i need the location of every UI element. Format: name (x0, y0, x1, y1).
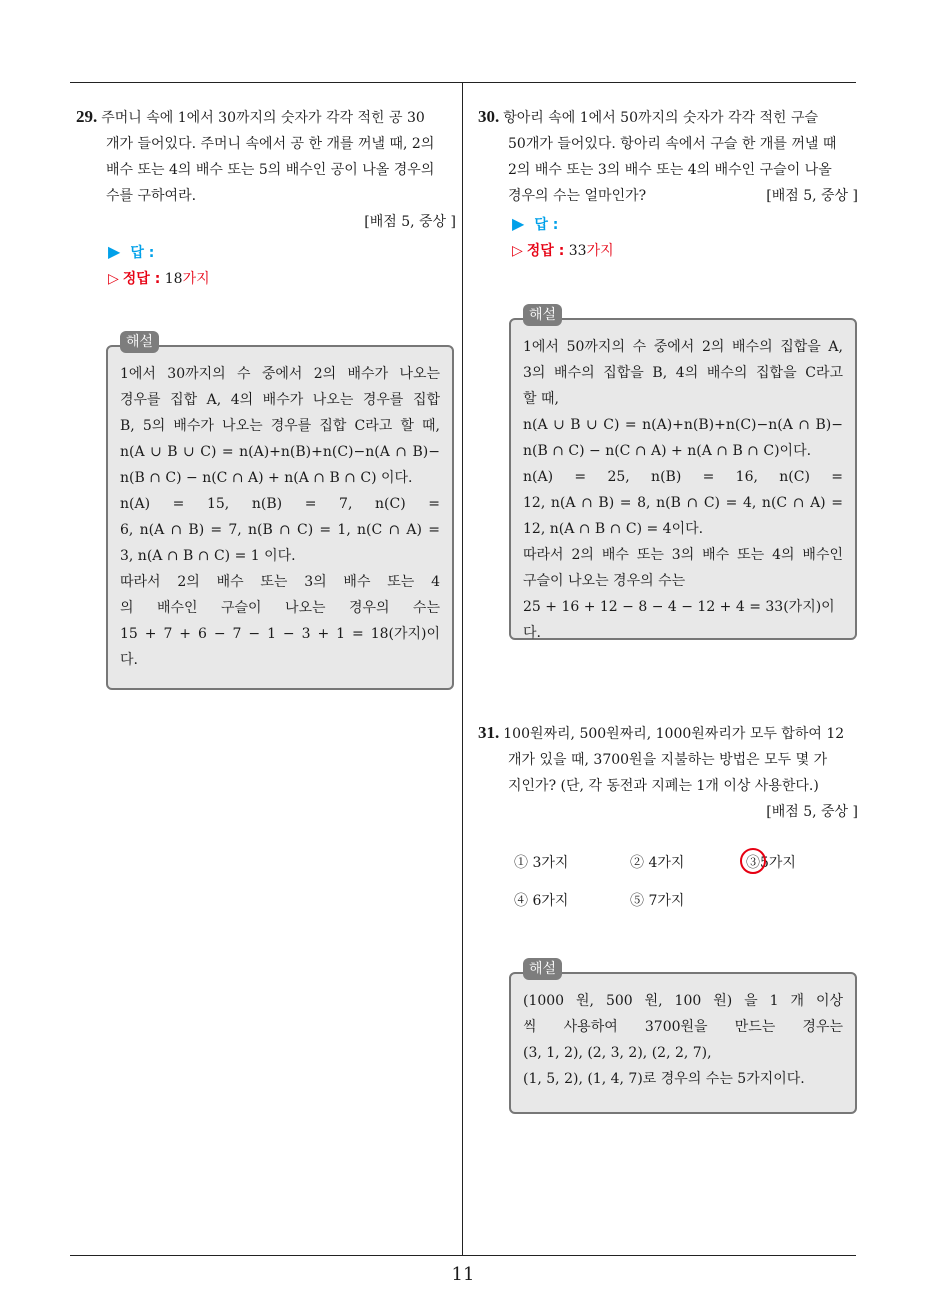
question-29 (76, 104, 456, 292)
choice-4[interactable]: ④ 6가지 (514, 893, 569, 909)
choice-3-label: 5가지 (760, 855, 796, 871)
top-rule (70, 82, 856, 83)
question-text: 배수 또는 4의 배수 또는 5의 배수인 공이 나올 경우의 (106, 162, 435, 178)
correct-label: 정답 : (122, 271, 161, 287)
choice-2[interactable]: ② 4가지 (630, 855, 685, 871)
solution-box-29 (106, 334, 454, 690)
solution-tag: 해설 (523, 304, 562, 326)
question-31 (478, 720, 858, 825)
answer-label: 답 : (534, 217, 559, 233)
question-text: 2의 배수 또는 3의 배수 또는 4의 배수인 구슬이 나올 (508, 162, 832, 178)
choice-list (514, 852, 854, 912)
outline-triangle-icon: ▷ (108, 271, 119, 287)
column-divider (462, 82, 463, 1256)
solution-box-31 (509, 961, 857, 1114)
answer-row (76, 239, 456, 266)
solution-tag: 해설 (523, 958, 562, 980)
correct-answer-row (76, 266, 456, 292)
play-triangle-icon: ▶ (108, 242, 121, 261)
answer-row (478, 211, 858, 238)
answer-label: 답 : (130, 245, 155, 261)
solution-box-30 (509, 307, 857, 641)
solution-text: 1에서 30까지의 수 중에서 2의 배수가 나오는 경우를 집합 A, 4의 배수가 나오는 경우를 집합 B, 5의 배수가 나오는 경우를 집합 C라고 할 때, n(A ∪ B ∪ C) = n(A)+n(B)+n(C)−n(A ∩ B)− n(B ∩ C) − n(C ∩ A) + n(A ∩ B ∩ C) 이다. n(A) = 15, n(B) = 7, n(C) = 6, n(A ∩ B) = 7, n(B ∩ C) = 1, n(C ∩ A) = 3, n(A ∩ B ∩ C) = 1 이다. 따라서 2의 배수 또는 3의 배수 또는 4 의 배수인 구슬이 나오는 경우의 수는 15 + 7 + 6 − 7 − 1 − 3 + 1 = 18(가지)이 다. (120, 366, 440, 668)
solution-text: (1000 원, 500 원, 100 원) 을 1 개 이상 씩 사용하여 3700원을 만드는 경우는 (3, 1, 2), (2, 3, 2), (2, 2, 7), (1, 5, 2), (1, 4, 7)로 경우의 수는 5가지이다. (523, 993, 843, 1087)
score-label: [배점 5, 중상 ] (766, 804, 858, 820)
question-number: 29. (76, 107, 98, 126)
question-text: 지인가? (단, 각 동전과 지폐는 1개 이상 사용한다.) (508, 778, 819, 794)
correct-unit: 가지 (586, 243, 614, 259)
question-text: 주머니 속에 1에서 30까지의 숫자가 각각 적힌 공 30 (101, 110, 425, 126)
page-number: 11 (451, 1264, 475, 1285)
correct-answer-row (478, 238, 858, 264)
question-text: 50개가 들어있다. 항아리 속에서 구슬 한 개를 꺼낼 때 (508, 136, 837, 152)
question-30 (478, 104, 858, 264)
correct-number: 18 (164, 271, 183, 287)
question-text: 개가 들어있다. 주머니 속에서 공 한 개를 꺼낼 때, 2의 (106, 136, 435, 152)
score-label: [배점 5, 중상 ] (766, 188, 858, 204)
choice-3[interactable] (746, 852, 796, 872)
choice-1[interactable]: ① 3가지 (514, 855, 569, 871)
question-number: 30. (478, 107, 500, 126)
choice-3-number: ③ (746, 855, 760, 871)
question-text: 경우의 수는 얼마인가? (508, 188, 647, 204)
question-text: 수를 구하여라. (106, 188, 197, 204)
play-triangle-icon: ▶ (512, 214, 525, 233)
correct-number: 33 (568, 243, 587, 259)
correct-unit: 가지 (182, 271, 210, 287)
solution-tag: 해설 (120, 331, 159, 353)
solution-text: 1에서 50까지의 수 중에서 2의 배수의 집합을 A, 3의 배수의 집합을 B, 4의 배수의 집합을 C라고 할 때, n(A ∪ B ∪ C) = n(A)+n(B)+n(C)−n(A ∩ B)− n(B ∩ C) − n(C ∩ A) + n(A ∩ B ∩ C)이다. n(A) = 25, n(B) = 16, n(C) = 12, n(A ∩ B) = 8, n(B ∩ C) = 4, n(C ∩ A) = 12, n(A ∩ B ∩ C) = 4이다. 따라서 2의 배수 또는 3의 배수 또는 4의 배수인 구슬이 나오는 경우의 수는 25 + 16 + 12 − 8 − 4 − 12 + 4 = 33(가지)이다. (523, 339, 843, 641)
question-number: 31. (478, 723, 500, 742)
choice-5[interactable]: ⑤ 7가지 (630, 893, 685, 909)
question-text: 100원짜리, 500원짜리, 1000원짜리가 모두 합하여 12 (503, 726, 845, 742)
bottom-rule (70, 1255, 856, 1256)
score-label: [배점 5, 중상 ] (364, 214, 456, 230)
outline-triangle-icon: ▷ (512, 243, 523, 259)
question-text: 항아리 속에 1에서 50까지의 숫자가 각각 적힌 구슬 (503, 110, 819, 126)
question-text: 개가 있을 때, 3700원을 지불하는 방법은 모두 몇 가 (508, 752, 828, 768)
correct-label: 정답 : (526, 243, 565, 259)
